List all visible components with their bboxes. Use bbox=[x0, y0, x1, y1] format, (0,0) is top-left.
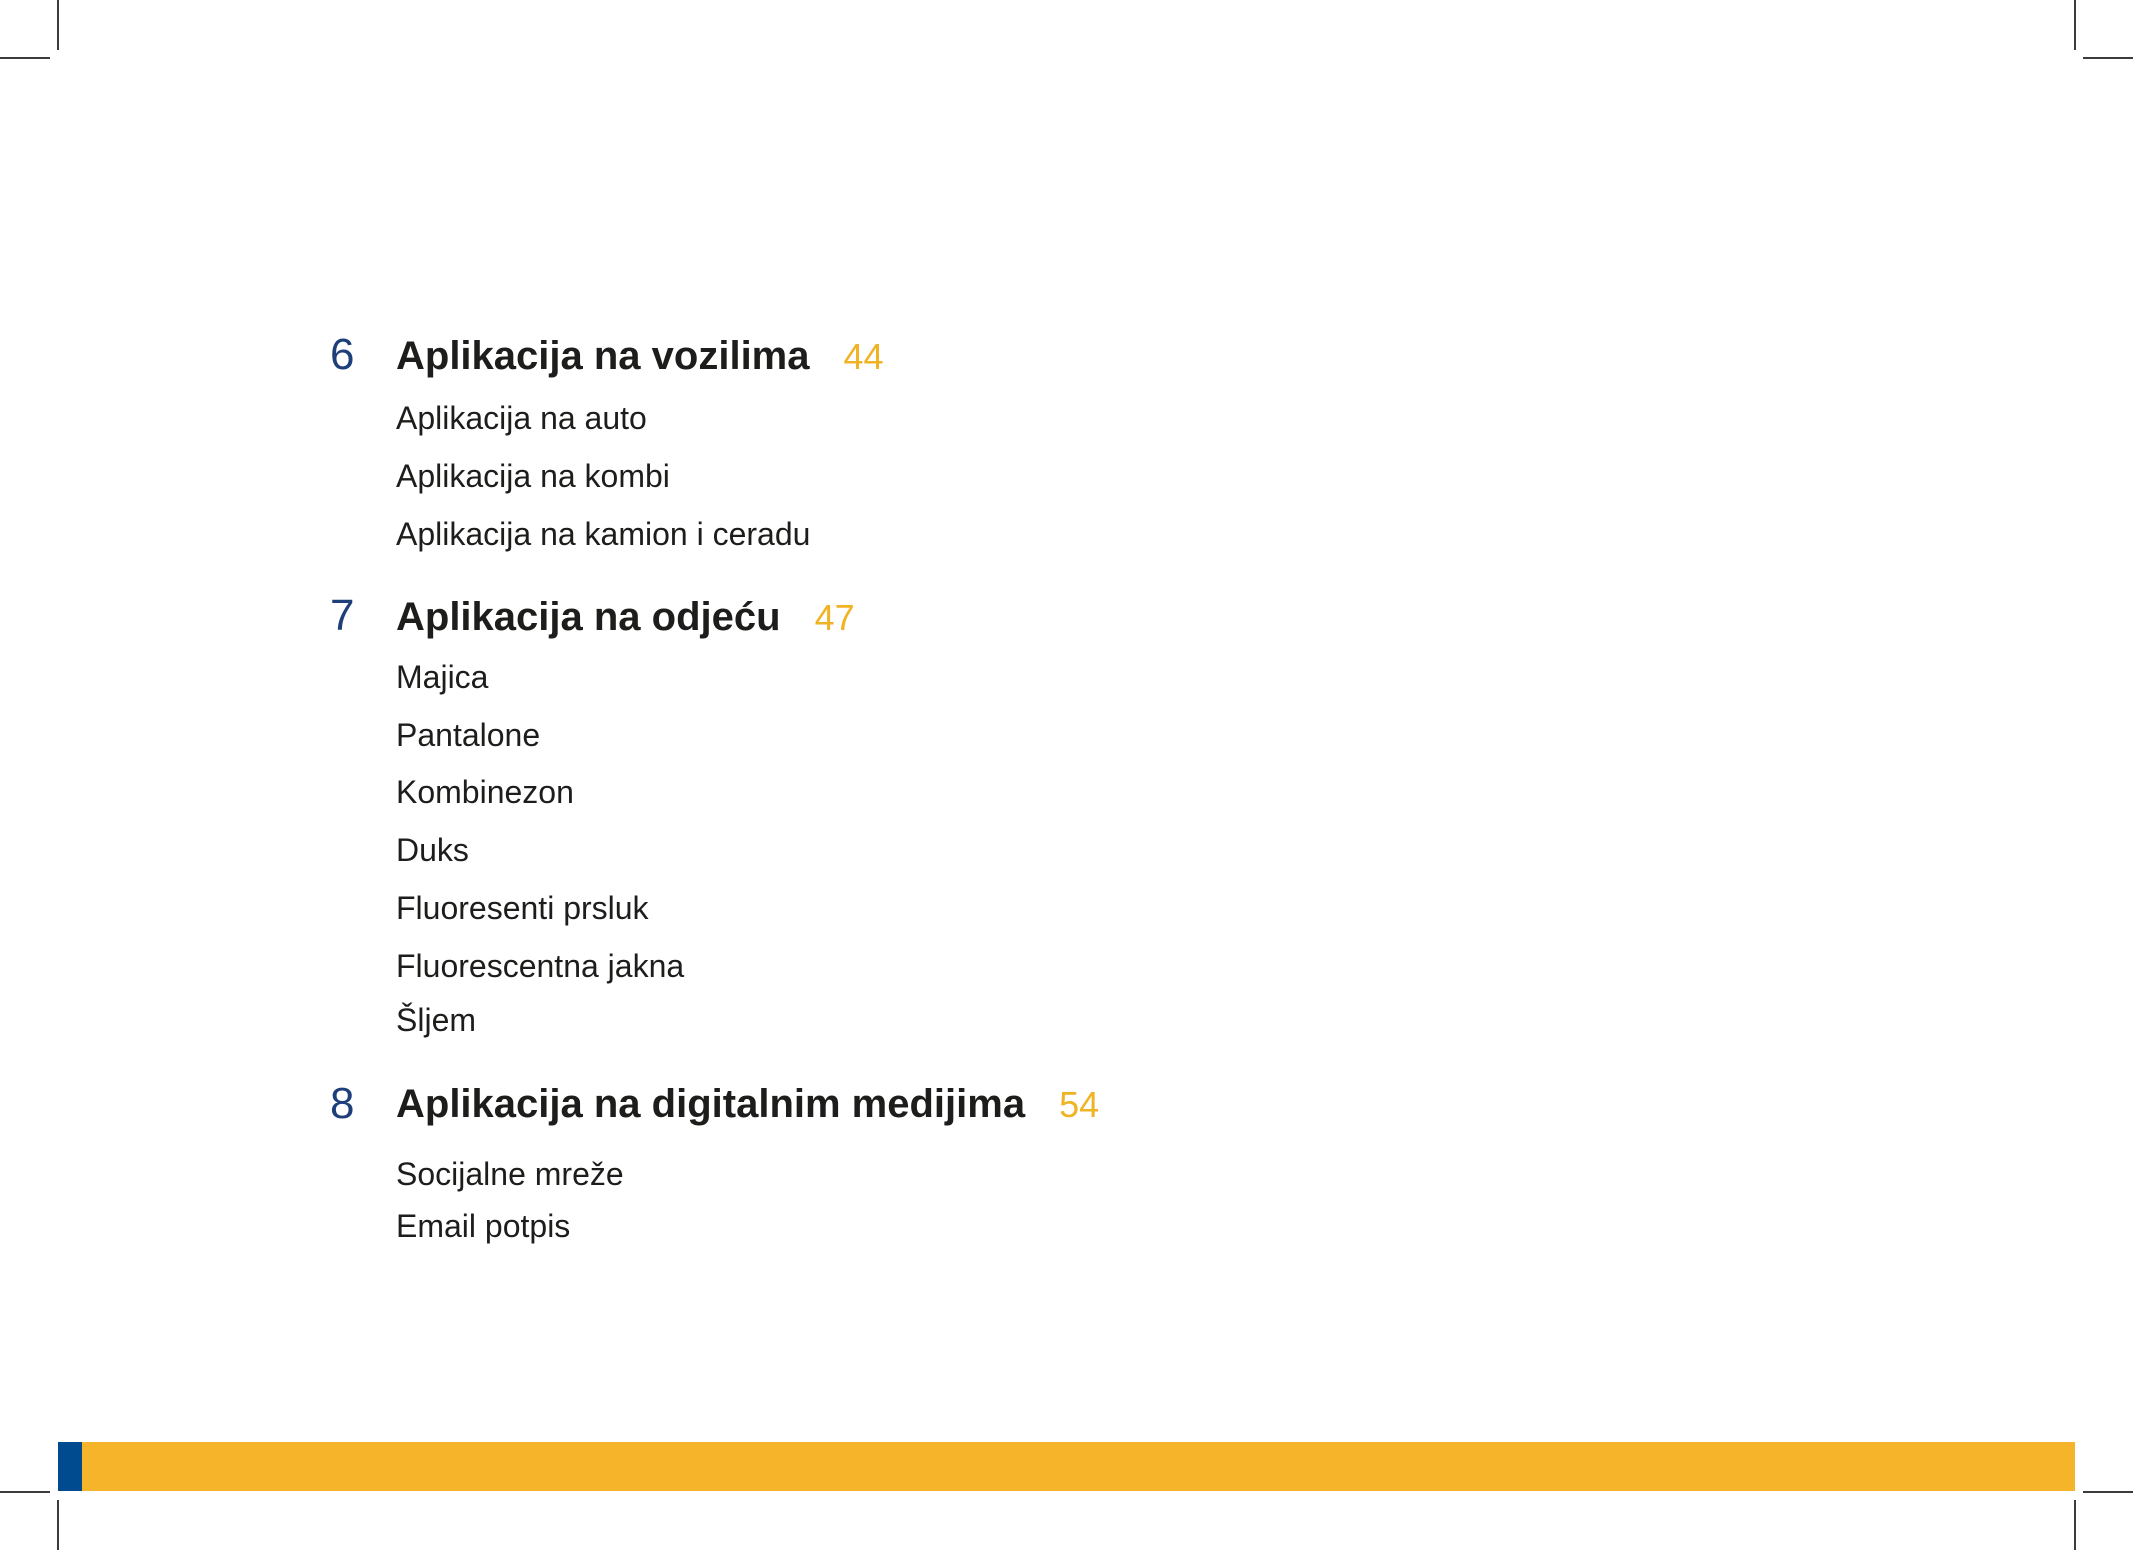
toc-item[interactable]: Aplikacija na kombi bbox=[396, 458, 670, 494]
footer-bar-blue-accent bbox=[58, 1442, 82, 1491]
section-title[interactable] bbox=[396, 336, 884, 376]
toc-item[interactable]: Fluoresenti prsluk bbox=[396, 890, 649, 926]
crop-mark-top-right-vertical bbox=[2074, 0, 2076, 50]
section-title[interactable] bbox=[396, 597, 855, 637]
crop-mark-top-left-vertical bbox=[57, 0, 59, 50]
crop-mark-top-right-horizontal bbox=[2083, 57, 2133, 59]
crop-mark-bottom-left-horizontal bbox=[0, 1491, 50, 1493]
toc-item[interactable]: Duks bbox=[396, 832, 469, 868]
toc-item[interactable]: Pantalone bbox=[396, 717, 541, 753]
toc-item[interactable]: Aplikacija na auto bbox=[396, 400, 647, 436]
section-number: 6 bbox=[330, 330, 355, 379]
section-title-text: Aplikacija na digitalnim medijima bbox=[396, 1082, 1026, 1126]
section-title[interactable] bbox=[396, 1084, 1099, 1124]
toc-item[interactable]: Kombinezon bbox=[396, 774, 574, 810]
section-page-number: 54 bbox=[1059, 1084, 1100, 1125]
crop-mark-bottom-left-vertical bbox=[57, 1500, 59, 1550]
crop-mark-bottom-right-vertical bbox=[2074, 1500, 2076, 1550]
crop-mark-top-left-horizontal bbox=[0, 57, 50, 59]
toc-item[interactable]: Majica bbox=[396, 659, 489, 695]
section-number: 8 bbox=[330, 1079, 355, 1128]
section-title-text: Aplikacija na odjeću bbox=[396, 595, 781, 639]
section-page-number: 47 bbox=[814, 597, 855, 638]
crop-mark-bottom-right-horizontal bbox=[2083, 1491, 2133, 1493]
section-number: 7 bbox=[330, 591, 355, 640]
toc-item[interactable]: Šljem bbox=[396, 1002, 477, 1038]
footer-bar-yellow bbox=[82, 1442, 2075, 1491]
toc-item[interactable]: Aplikacija na kamion i ceradu bbox=[396, 516, 811, 552]
toc-item[interactable]: Socijalne mreže bbox=[396, 1156, 624, 1192]
toc-item[interactable]: Fluorescentna jakna bbox=[396, 948, 685, 984]
toc-item[interactable]: Email potpis bbox=[396, 1208, 571, 1244]
section-page-number: 44 bbox=[843, 336, 884, 377]
section-title-text: Aplikacija na vozilima bbox=[396, 334, 810, 378]
